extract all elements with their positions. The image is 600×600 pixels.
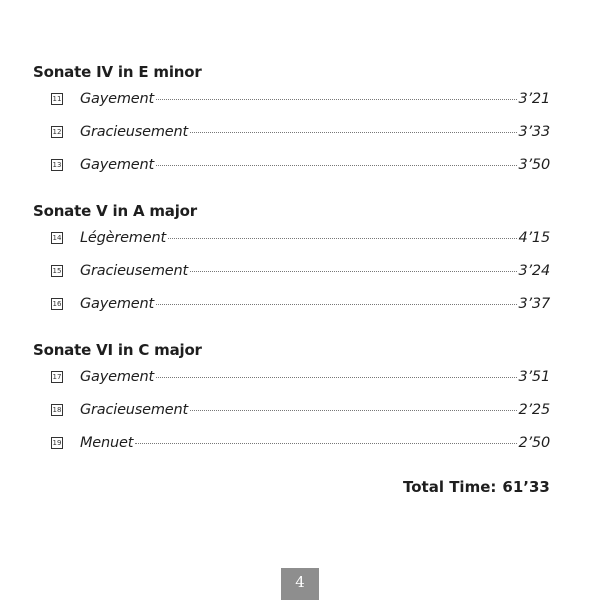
dot-leader [190, 132, 517, 133]
track-row [33, 221, 553, 254]
total-time [403, 478, 550, 496]
track-row [33, 254, 553, 287]
track-number-box: 11 [52, 94, 62, 103]
track-line [80, 263, 550, 279]
total-time-label: Total Time: [403, 478, 497, 496]
page-number: 4 [281, 568, 319, 600]
track-number-box: 16 [52, 299, 62, 308]
dot-leader [190, 271, 517, 272]
track-duration: 3’21 [518, 90, 550, 107]
sonata-section [33, 201, 553, 320]
track-number-box: 15 [52, 266, 62, 275]
dot-leader [156, 99, 517, 100]
dot-leader [156, 165, 517, 166]
track-line [80, 124, 550, 140]
track-duration: 3’33 [518, 123, 550, 140]
track-duration: 3’24 [518, 262, 550, 279]
track-row [33, 115, 553, 148]
track-line [80, 157, 550, 173]
track-number-box: 19 [52, 438, 62, 447]
sonata-title: Sonate IV in E minor [33, 63, 202, 81]
track-number-box: 13 [52, 160, 62, 169]
track-line [80, 296, 550, 312]
sonata-title: Sonate VI in C major [33, 341, 202, 359]
sonata-section [33, 62, 553, 181]
track-line [80, 369, 550, 385]
track-row [33, 360, 553, 393]
track-row [33, 393, 553, 426]
track-line [80, 91, 550, 107]
track-duration: 2’25 [518, 401, 550, 418]
total-time-value: 61’33 [502, 478, 550, 496]
dot-leader [190, 410, 517, 411]
track-title: Gayement [80, 156, 154, 173]
track-line [80, 402, 550, 418]
track-duration: 2’50 [518, 434, 550, 451]
track-number-box: 17 [52, 372, 62, 381]
track-title: Menuet [80, 434, 134, 451]
track-duration: 3’51 [518, 368, 550, 385]
track-number-box: 12 [52, 127, 62, 136]
track-duration: 3’50 [518, 156, 550, 173]
track-number-box: 14 [52, 233, 62, 242]
track-number-box: 18 [52, 405, 62, 414]
track-title: Gracieusement [80, 262, 188, 279]
track-row [33, 287, 553, 320]
track-row [33, 148, 553, 181]
track-line [80, 435, 550, 451]
track-line [80, 230, 550, 246]
track-row [33, 426, 553, 459]
track-title: Gracieusement [80, 123, 188, 140]
track-duration: 3’37 [518, 295, 550, 312]
dot-leader [156, 377, 517, 378]
sonata-section [33, 340, 553, 459]
dot-leader [168, 238, 517, 239]
track-row [33, 82, 553, 115]
sonata-title: Sonate V in A major [33, 202, 197, 220]
dot-leader [135, 443, 516, 444]
dot-leader [156, 304, 517, 305]
track-duration: 4’15 [518, 229, 550, 246]
track-title: Gayement [80, 368, 154, 385]
track-title: Gracieusement [80, 401, 188, 418]
track-title: Gayement [80, 90, 154, 107]
track-title: Légèrement [80, 229, 166, 246]
track-title: Gayement [80, 295, 154, 312]
